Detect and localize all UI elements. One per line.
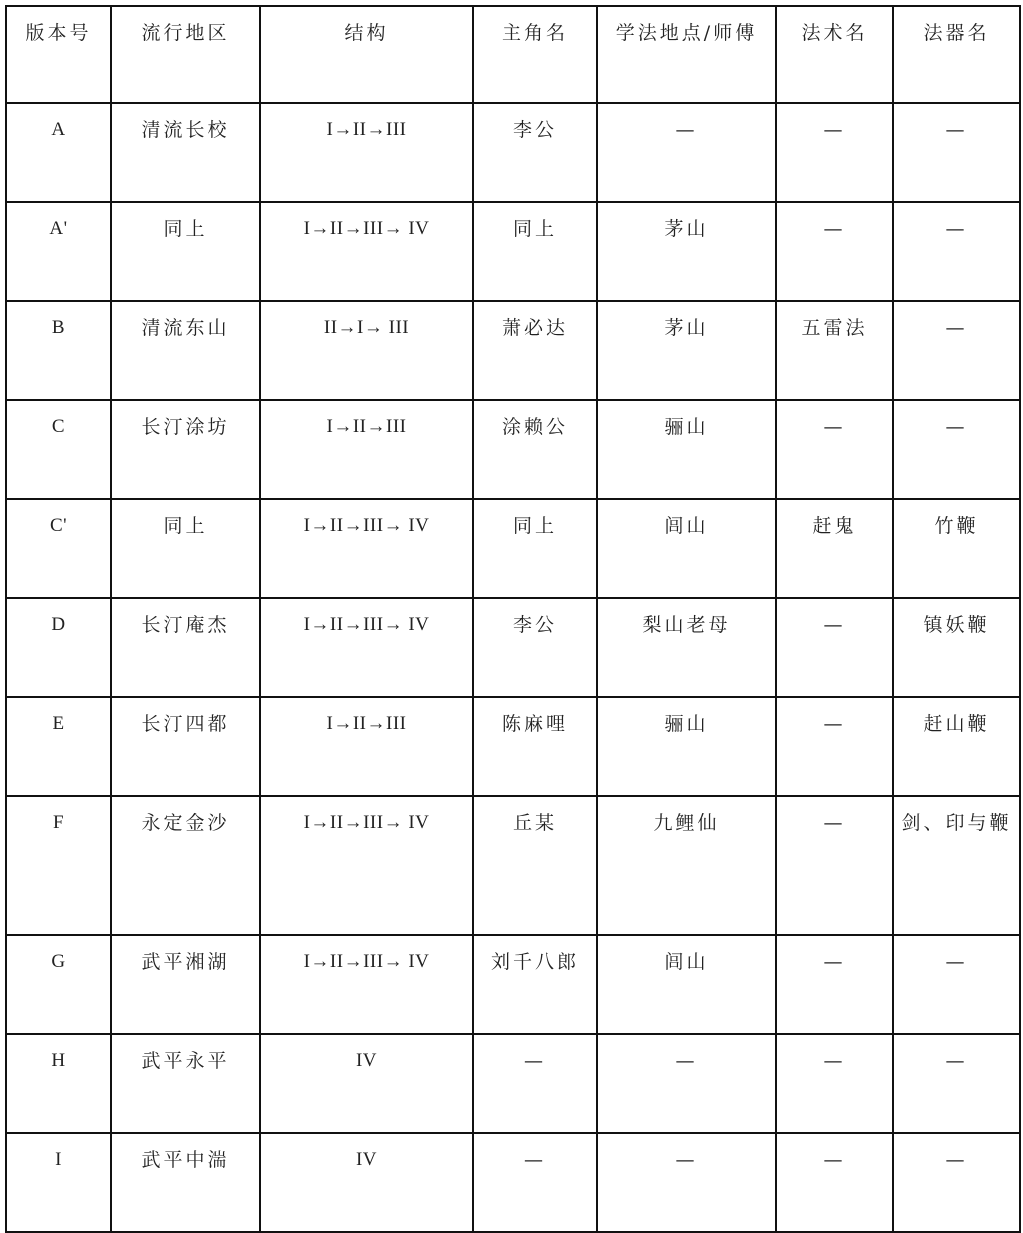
cell-spell: — xyxy=(776,935,893,1034)
cell-protagonist: 萧必达 xyxy=(473,301,597,400)
cell-spell: 五雷法 xyxy=(776,301,893,400)
header-row xyxy=(6,6,1020,103)
cell-version: B xyxy=(6,301,111,400)
col-header-structure: 结构 xyxy=(260,6,473,103)
cell-implement: — xyxy=(893,1133,1020,1232)
cell-place-master: 九鲤仙 xyxy=(597,796,776,935)
cell-place-master: 骊山 xyxy=(597,400,776,499)
cell-protagonist: 丘某 xyxy=(473,796,597,935)
cell-structure: I→II→III→ IV xyxy=(260,935,473,1034)
versions-table xyxy=(5,5,1021,1233)
table-row xyxy=(6,697,1020,796)
table-row xyxy=(6,1133,1020,1232)
cell-region: 同上 xyxy=(111,202,260,301)
table-row xyxy=(6,935,1020,1034)
cell-implement: 镇妖鞭 xyxy=(893,598,1020,697)
cell-protagonist: 李公 xyxy=(473,103,597,202)
cell-place-master: 骊山 xyxy=(597,697,776,796)
cell-place-master: — xyxy=(597,1034,776,1133)
cell-region: 长汀四都 xyxy=(111,697,260,796)
cell-spell: — xyxy=(776,796,893,935)
col-header-implement: 法器名 xyxy=(893,6,1020,103)
cell-structure: I→II→III→ IV xyxy=(260,796,473,935)
table-row xyxy=(6,400,1020,499)
cell-place-master: — xyxy=(597,1133,776,1232)
cell-structure: I→II→III→ IV xyxy=(260,598,473,697)
cell-region: 清流东山 xyxy=(111,301,260,400)
cell-spell: — xyxy=(776,1133,893,1232)
cell-protagonist: 同上 xyxy=(473,202,597,301)
cell-place-master: 茅山 xyxy=(597,301,776,400)
col-header-spell: 法术名 xyxy=(776,6,893,103)
cell-version: D xyxy=(6,598,111,697)
cell-implement: 剑、印与鞭 xyxy=(893,796,1020,935)
col-header-protagonist: 主角名 xyxy=(473,6,597,103)
col-header-place-master: 学法地点/师傅 xyxy=(597,6,776,103)
cell-region: 武平永平 xyxy=(111,1034,260,1133)
cell-version: E xyxy=(6,697,111,796)
cell-structure: I→II→III xyxy=(260,400,473,499)
cell-structure: IV xyxy=(260,1133,473,1232)
col-header-region: 流行地区 xyxy=(111,6,260,103)
cell-version: C xyxy=(6,400,111,499)
cell-spell: — xyxy=(776,103,893,202)
cell-place-master: 茅山 xyxy=(597,202,776,301)
cell-implement: — xyxy=(893,935,1020,1034)
cell-region: 永定金沙 xyxy=(111,796,260,935)
cell-region: 长汀涂坊 xyxy=(111,400,260,499)
cell-version: I xyxy=(6,1133,111,1232)
cell-region: 同上 xyxy=(111,499,260,598)
cell-version: C' xyxy=(6,499,111,598)
cell-place-master: 闾山 xyxy=(597,935,776,1034)
cell-place-master: — xyxy=(597,103,776,202)
cell-implement: — xyxy=(893,400,1020,499)
cell-implement: — xyxy=(893,103,1020,202)
cell-place-master: 闾山 xyxy=(597,499,776,598)
cell-implement: 赶山鞭 xyxy=(893,697,1020,796)
cell-protagonist: 刘千八郎 xyxy=(473,935,597,1034)
cell-protagonist: — xyxy=(473,1133,597,1232)
cell-spell: — xyxy=(776,400,893,499)
cell-implement: — xyxy=(893,301,1020,400)
cell-structure: I→II→III xyxy=(260,103,473,202)
table-row xyxy=(6,202,1020,301)
cell-protagonist: 同上 xyxy=(473,499,597,598)
cell-region: 清流长校 xyxy=(111,103,260,202)
cell-version: A' xyxy=(6,202,111,301)
table-row xyxy=(6,103,1020,202)
cell-spell: — xyxy=(776,598,893,697)
cell-implement: 竹鞭 xyxy=(893,499,1020,598)
cell-structure: I→II→III xyxy=(260,697,473,796)
cell-spell: — xyxy=(776,1034,893,1133)
cell-structure: I→II→III→ IV xyxy=(260,499,473,598)
cell-protagonist: — xyxy=(473,1034,597,1133)
cell-protagonist: 陈麻哩 xyxy=(473,697,597,796)
cell-version: A xyxy=(6,103,111,202)
cell-region: 武平中湍 xyxy=(111,1133,260,1232)
table-row xyxy=(6,598,1020,697)
cell-protagonist: 涂赖公 xyxy=(473,400,597,499)
cell-structure: I→II→III→ IV xyxy=(260,202,473,301)
table-row xyxy=(6,301,1020,400)
cell-spell: — xyxy=(776,202,893,301)
table-row xyxy=(6,499,1020,598)
cell-version: H xyxy=(6,1034,111,1133)
cell-region: 武平湘湖 xyxy=(111,935,260,1034)
table-row xyxy=(6,796,1020,935)
cell-version: G xyxy=(6,935,111,1034)
cell-implement: — xyxy=(893,202,1020,301)
cell-version: F xyxy=(6,796,111,935)
cell-implement: — xyxy=(893,1034,1020,1133)
cell-spell: — xyxy=(776,697,893,796)
col-header-version: 版本号 xyxy=(6,6,111,103)
table-row xyxy=(6,1034,1020,1133)
cell-spell: 赶鬼 xyxy=(776,499,893,598)
cell-place-master: 梨山老母 xyxy=(597,598,776,697)
cell-region: 长汀庵杰 xyxy=(111,598,260,697)
cell-structure: IV xyxy=(260,1034,473,1133)
cell-structure: II→I→ III xyxy=(260,301,473,400)
cell-protagonist: 李公 xyxy=(473,598,597,697)
